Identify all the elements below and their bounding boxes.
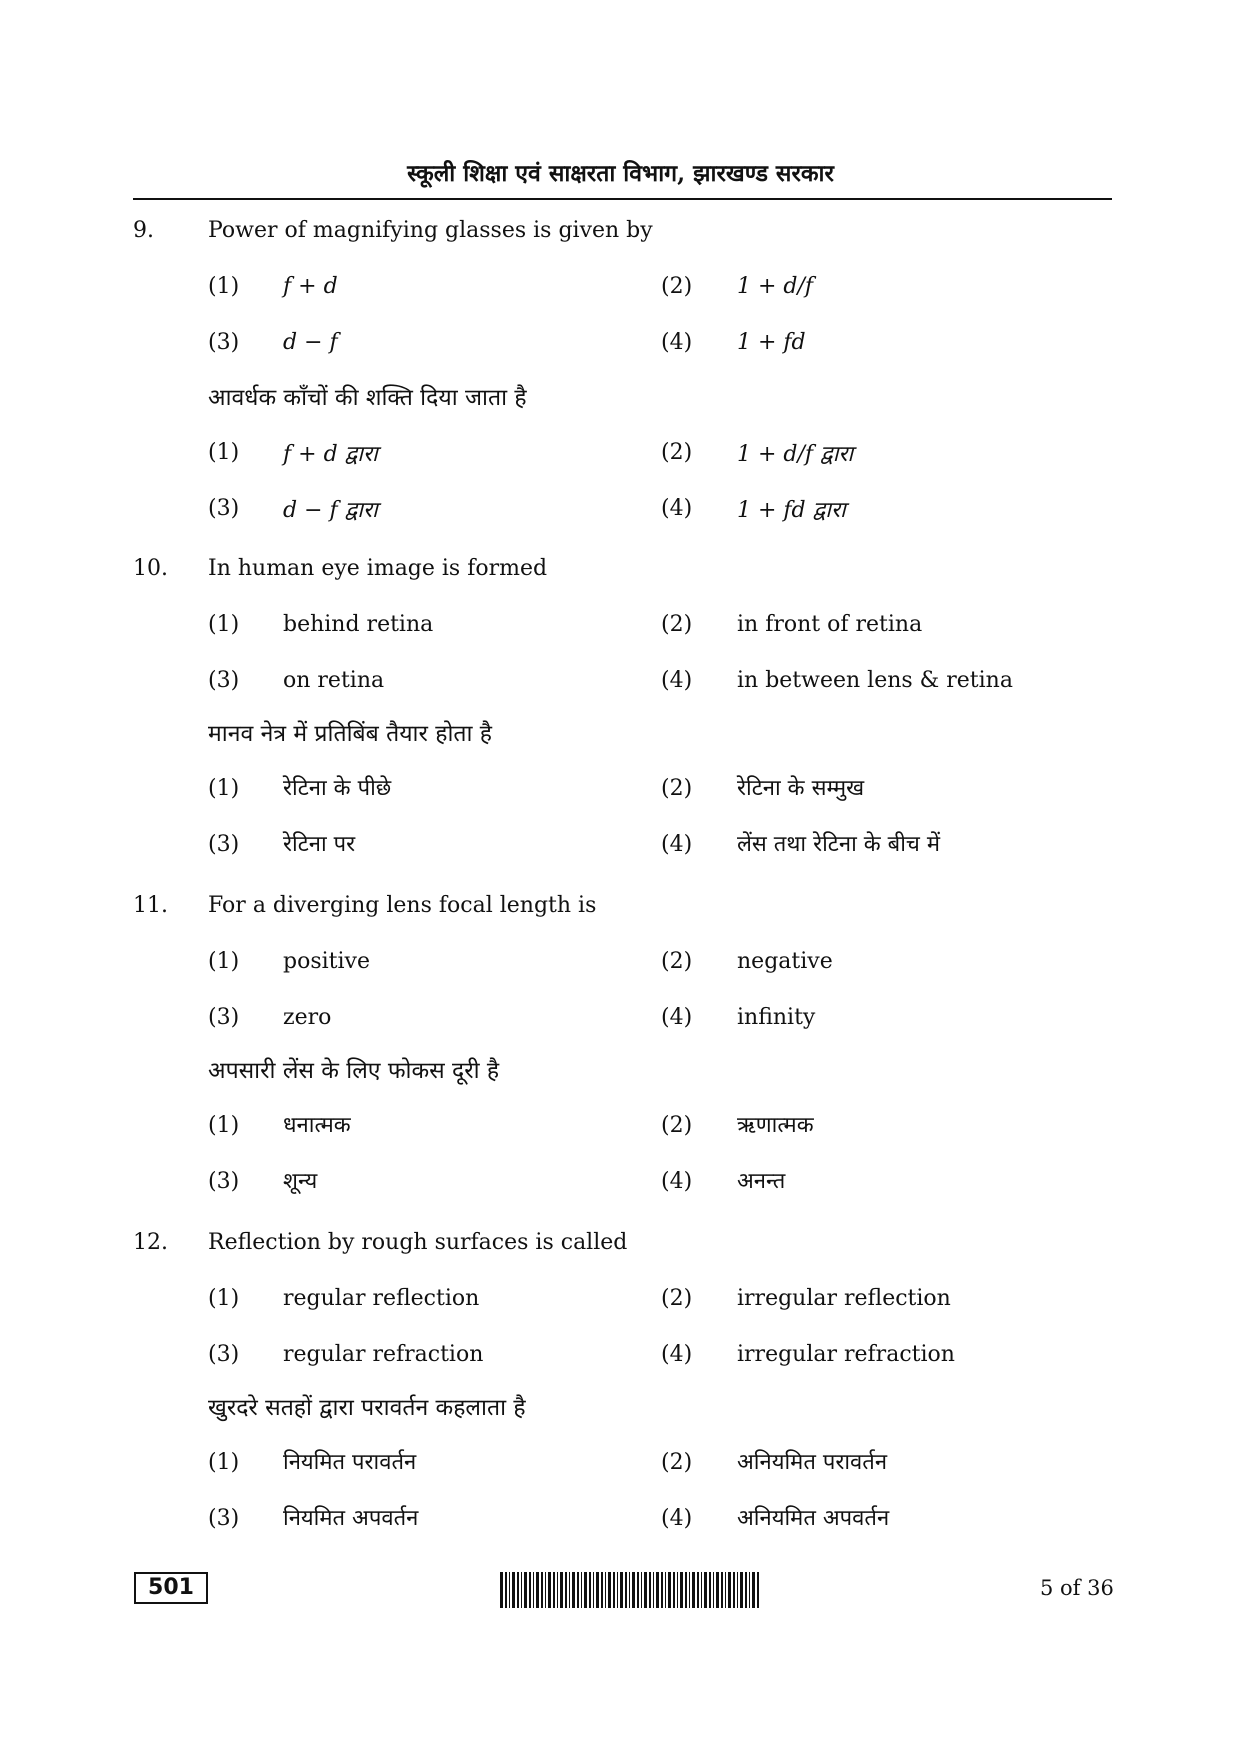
page-header-title: स्कूली शिक्षा एवं साक्षरता विभाग, झारखण्ड सरकार	[407, 160, 834, 187]
option-number: (3)	[208, 1005, 240, 1030]
option-text: regular reflection	[283, 1286, 480, 1311]
option-number: (3)	[208, 496, 240, 521]
option-text: negative	[737, 949, 833, 974]
option-text: irregular reflection	[737, 1286, 951, 1311]
option-text: 1 + d/f द्वारा	[737, 442, 854, 467]
header-divider	[133, 198, 1112, 200]
option-number: (2)	[661, 1450, 693, 1475]
option-text: रेटिना पर	[283, 832, 356, 857]
question-number: 12.	[133, 1230, 168, 1255]
option-text: d − f	[283, 330, 338, 355]
option-number: (3)	[208, 330, 240, 355]
option-number: (3)	[208, 668, 240, 693]
option-number: (1)	[208, 1450, 240, 1475]
option-text: regular refraction	[283, 1342, 484, 1367]
option-text: positive	[283, 949, 370, 974]
option-number: (1)	[208, 949, 240, 974]
option-text: in between lens & retina	[737, 668, 1013, 693]
option-number: (3)	[208, 1342, 240, 1367]
option-text: f + d	[283, 274, 338, 299]
option-text: रेटिना के पीछे	[283, 776, 392, 801]
question-text-hi: खुरदरे सतहों द्वारा परावर्तन कहलाता है	[208, 1395, 526, 1421]
question-number: 11.	[133, 893, 168, 918]
question-text-en: In human eye image is formed	[208, 556, 548, 581]
option-text: 1 + d/f	[737, 274, 814, 299]
option-number: (4)	[661, 1506, 693, 1531]
option-text: नियमित अपवर्तन	[283, 1506, 419, 1531]
question-number: 9.	[133, 218, 154, 243]
option-text: behind retina	[283, 612, 434, 637]
option-text: in front of retina	[737, 612, 923, 637]
option-text: f + d द्वारा	[283, 442, 378, 467]
paper-code-box: 501	[134, 1572, 208, 1604]
option-number: (1)	[208, 1286, 240, 1311]
question-text-en: For a diverging lens focal length is	[208, 893, 597, 918]
option-number: (2)	[661, 1113, 693, 1138]
option-text: on retina	[283, 668, 385, 693]
option-number: (3)	[208, 1506, 240, 1531]
option-number: (3)	[208, 1169, 240, 1194]
question-text-hi: आवर्धक काँचों की शक्ति दिया जाता है	[208, 385, 527, 411]
page-number: 5 of 36	[1040, 1576, 1114, 1600]
option-number: (4)	[661, 1005, 693, 1030]
option-text: धनात्मक	[283, 1113, 351, 1138]
option-number: (2)	[661, 440, 693, 465]
option-text: zero	[283, 1005, 332, 1030]
option-number: (4)	[661, 1342, 693, 1367]
question-text-en: Reflection by rough surfaces is called	[208, 1230, 628, 1255]
option-number: (1)	[208, 612, 240, 637]
option-text: लेंस तथा रेटिना के बीच में	[737, 832, 941, 857]
option-number: (4)	[661, 1169, 693, 1194]
option-text: अनियमित अपवर्तन	[737, 1506, 890, 1531]
option-number: (2)	[661, 949, 693, 974]
option-number: (2)	[661, 776, 693, 801]
option-text: 1 + fd	[737, 330, 806, 355]
option-text: irregular refraction	[737, 1342, 955, 1367]
option-number: (2)	[661, 612, 693, 637]
question-number: 10.	[133, 556, 168, 581]
barcode-image	[500, 1572, 759, 1608]
option-text: शून्य	[283, 1169, 318, 1194]
option-text: infinity	[737, 1005, 816, 1030]
option-number: (1)	[208, 440, 240, 465]
option-text: अनियमित परावर्तन	[737, 1450, 888, 1475]
question-text-hi: अपसारी लेंस के लिए फोकस दूरी है	[208, 1058, 500, 1084]
option-text: रेटिना के सम्मुख	[737, 776, 865, 801]
option-number: (1)	[208, 274, 240, 299]
option-number: (1)	[208, 776, 240, 801]
option-text: अनन्त	[737, 1169, 786, 1194]
option-number: (4)	[661, 330, 693, 355]
option-text: 1 + fd द्वारा	[737, 498, 846, 523]
question-text-en: Power of magnifying glasses is given by	[208, 218, 653, 243]
option-number: (2)	[661, 274, 693, 299]
option-number: (3)	[208, 832, 240, 857]
option-text: ऋणात्मक	[737, 1113, 814, 1138]
option-number: (4)	[661, 668, 693, 693]
option-number: (4)	[661, 832, 693, 857]
option-number: (2)	[661, 1286, 693, 1311]
option-text: d − f द्वारा	[283, 498, 378, 523]
option-text: नियमित परावर्तन	[283, 1450, 417, 1475]
question-text-hi: मानव नेत्र में प्रतिबिंब तैयार होता है	[208, 721, 492, 747]
option-number: (4)	[661, 496, 693, 521]
option-number: (1)	[208, 1113, 240, 1138]
